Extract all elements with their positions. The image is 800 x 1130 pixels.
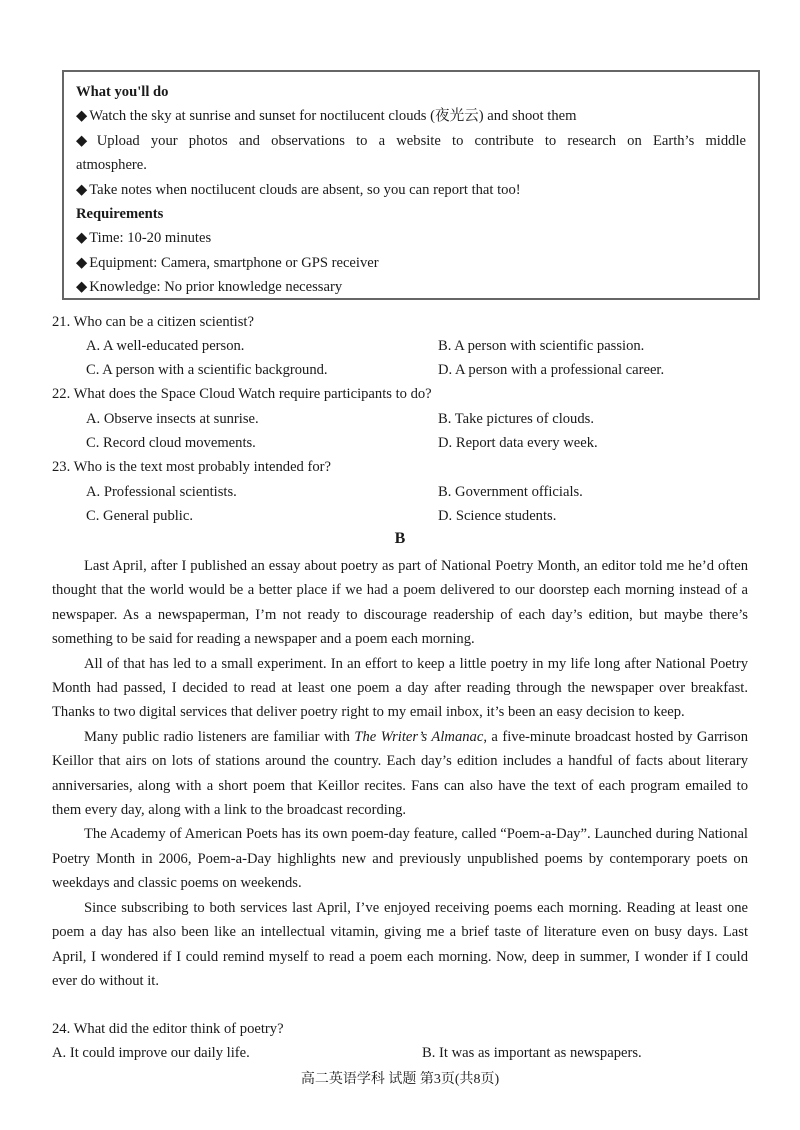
passage (52, 554, 748, 993)
question-option: B. A person with scientific passion. (438, 338, 645, 354)
question-option: C. Record cloud movements. (86, 435, 256, 451)
requirement-item: ◆ Time: 10-20 minutes (76, 230, 212, 247)
diamond-icon: ◆ (76, 132, 95, 149)
passage-paragraph: The Academy of American Poets has its own poem-day feature, called “Poem-a-Day”. Launched during National Poetry Month in 2006, Poem-a-Day highlights new and previously unpublished poems by contemporary poets on weekdays and classic poems on weekends. (52, 826, 748, 892)
question-stem: 23. Who is the text most probably intended for? (52, 459, 331, 475)
diamond-icon: ◆ (76, 181, 88, 198)
question-option: A. A well-educated person. (86, 338, 245, 354)
question-option: A. Professional scientists. (86, 484, 237, 500)
do-item: ◆ Take notes when noctilucent clouds are absent, so you can report that too! (76, 181, 521, 198)
diamond-icon: ◆ (76, 254, 88, 271)
do-item-continued: atmosphere. (76, 157, 147, 174)
page-footer: 高二英语学科 试题 第3页(共8页) (300, 1072, 500, 1087)
box-heading: What you'll do (76, 84, 169, 100)
passage-paragraph: All of that has led to a small experiment. In an effort to keep a little poetry in my life long after National Poetry Month had passed, I decided to read at least one poem a day after reading through the newspaper over breakfast. Thanks to two digital services that deliver poetry right to my email inbox, it’s been an easy decision to keep. (52, 655, 748, 721)
question-option: B. It was as important as newspapers. (422, 1045, 642, 1061)
publication-title: The Writer’s Almanac (354, 728, 484, 745)
question-stem: 22. What does the Space Cloud Watch require participants to do? (52, 386, 432, 402)
question-option: D. A person with a professional career. (438, 362, 665, 378)
passage-paragraph: Last April, after I published an essay about poetry as part of National Poetry Month, an editor told me he’d often thought that the world would be a better place if we had a poem delivered to our doorstep each morning instead of a newspaper. As a newspaperman, I’m not ready to discourage readership of each day’s edition, but maybe there’s something to be said for reading a newspaper and a poem each morning. (52, 558, 748, 648)
question-option: A. Observe insects at sunrise. (86, 411, 259, 427)
section-heading: B (394, 530, 406, 547)
requirement-item: ◆ Knowledge: No prior knowledge necessary (76, 279, 343, 296)
question-option: C. A person with a scientific background. (86, 362, 328, 378)
diamond-icon: ◆ (76, 108, 88, 125)
diamond-icon: ◆ (76, 230, 88, 247)
passage-paragraph: Since subscribing to both services last April, I’ve enjoyed receiving poems each morning. Reading at least one poem a day has also been like an intellectual vitamin, giving me a brief taste of literature even on busy days. Last April, I wondered if I could remind myself to read a poem each morning. Now, deep in summer, I wonder if I could ever do without it. (52, 899, 748, 989)
question-option: C. General public. (86, 508, 193, 524)
passage-paragraph: Many public radio listeners are familiar with The Writer’s Almanac, a five-minute broadcast hosted by Garrison Keillor that airs on lots of stations around the country. Each day’s edition includes a handful of facts about literary anniversaries, along with a short poem that Keillor recites. Fans can also have the text of each program emailed to them every day, along with a link to the broadcast recording. (52, 728, 748, 819)
question-option: A. It could improve our daily life. (52, 1045, 250, 1061)
question-option: D. Science students. (438, 508, 557, 524)
do-item: ◆ Upload your photos and observations to a website to contribute to research on Earth’s middle (76, 132, 746, 149)
activity-info-box (62, 70, 760, 300)
requirement-item: ◆ Equipment: Camera, smartphone or GPS receiver (76, 254, 379, 271)
question-option: B. Take pictures of clouds. (438, 411, 594, 427)
question-option: D. Report data every week. (438, 435, 598, 451)
question-stem: 21. Who can be a citizen scientist? (52, 314, 254, 330)
do-item: ◆ Watch the sky at sunrise and sunset for noctilucent clouds (夜光云) and shoot them (76, 108, 577, 125)
question-option: B. Government officials. (438, 484, 583, 500)
diamond-icon: ◆ (76, 279, 88, 296)
question-stem: 24. What did the editor think of poetry? (52, 1021, 284, 1037)
requirements-heading: Requirements (76, 206, 164, 223)
